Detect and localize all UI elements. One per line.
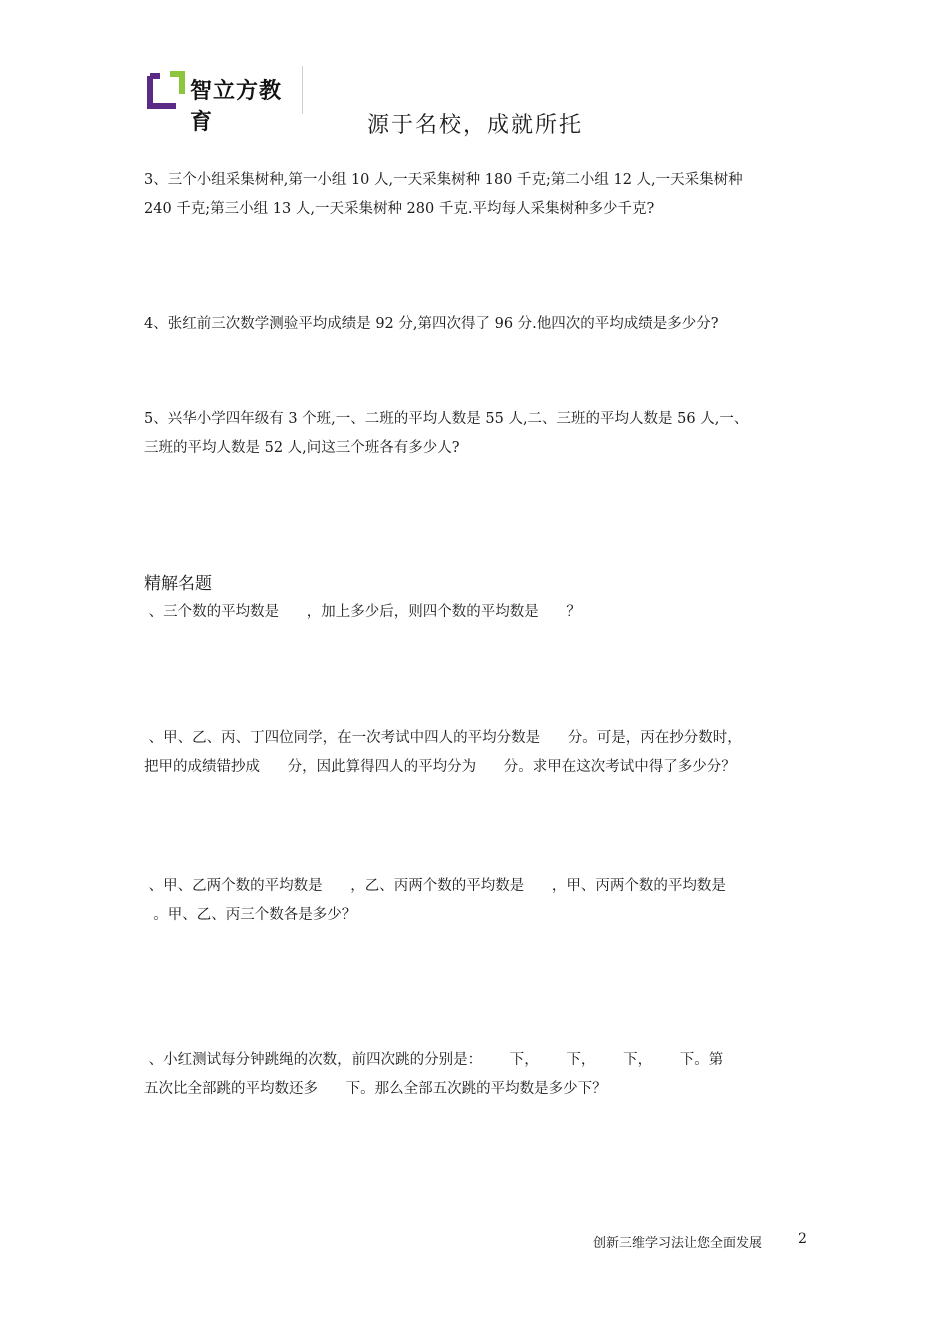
example-line: 、甲、乙两个数的平均数是 ，乙、丙两个数的平均数是 ，甲、丙两个数的平均数是 [144,878,726,894]
question-line: 5、兴华小学四年级有 3 个班,一、二班的平均人数是 55 人,二、三班的平均人数是 56 人,一、 [144,411,749,427]
question-4 [144,310,812,339]
example-3 [144,872,812,930]
question-5 [144,405,812,463]
page-number: 2 [798,1231,807,1247]
example-line: 、三个数的平均数是 ，加上多少后，则四个数的平均数是 ？ [144,604,581,620]
example-1 [144,598,812,627]
question-line: 4、张红前三次数学测验平均成绩是 92 分,第四次得了 96 分.他四次的平均成绩是多少分? [144,316,719,332]
logo-text: 智立方教育 [190,79,283,135]
question-line: 3、三个小组采集树种,第一小组 10 人,一天采集树种 180 千克;第二小组 12 人,一天采集树种 [144,172,743,188]
example-line: 、小红测试每分钟跳绳的次数，前四次跳的分别是： 下， 下， 下， 下。第 [144,1052,724,1068]
example-line: 把甲的成绩错抄成 分，因此算得四人的平均分为 分。求甲在这次考试中得了多少分？ [144,759,736,775]
question-line: 240 千克;第三小组 13 人,一天采集树种 280 千克.平均每人采集树种多少千克? [144,201,655,217]
footer-text: 创新三维学习法让您全面发展 [593,1236,763,1251]
question-3 [144,166,812,224]
question-line: 三班的平均人数是 52 人,问这三个班各有多少人? [144,440,460,456]
example-4 [144,1046,812,1104]
example-2 [144,724,812,782]
slogan: 源于名校，成就所托 [366,113,583,138]
example-line: 五次比全部跳的平均数还多 下。那么全部五次跳的平均数是多少下？ [144,1081,607,1097]
example-line: 、甲、乙、丙、丁四位同学，在一次考试中四人的平均分数是 分。可是，丙在抄分数时， [144,730,742,746]
logo [144,66,303,135]
logo-mark-icon [146,70,186,110]
example-line: 。甲、乙、丙三个数各是多少？ [144,907,357,923]
section-title: 精解名题 [144,574,212,594]
